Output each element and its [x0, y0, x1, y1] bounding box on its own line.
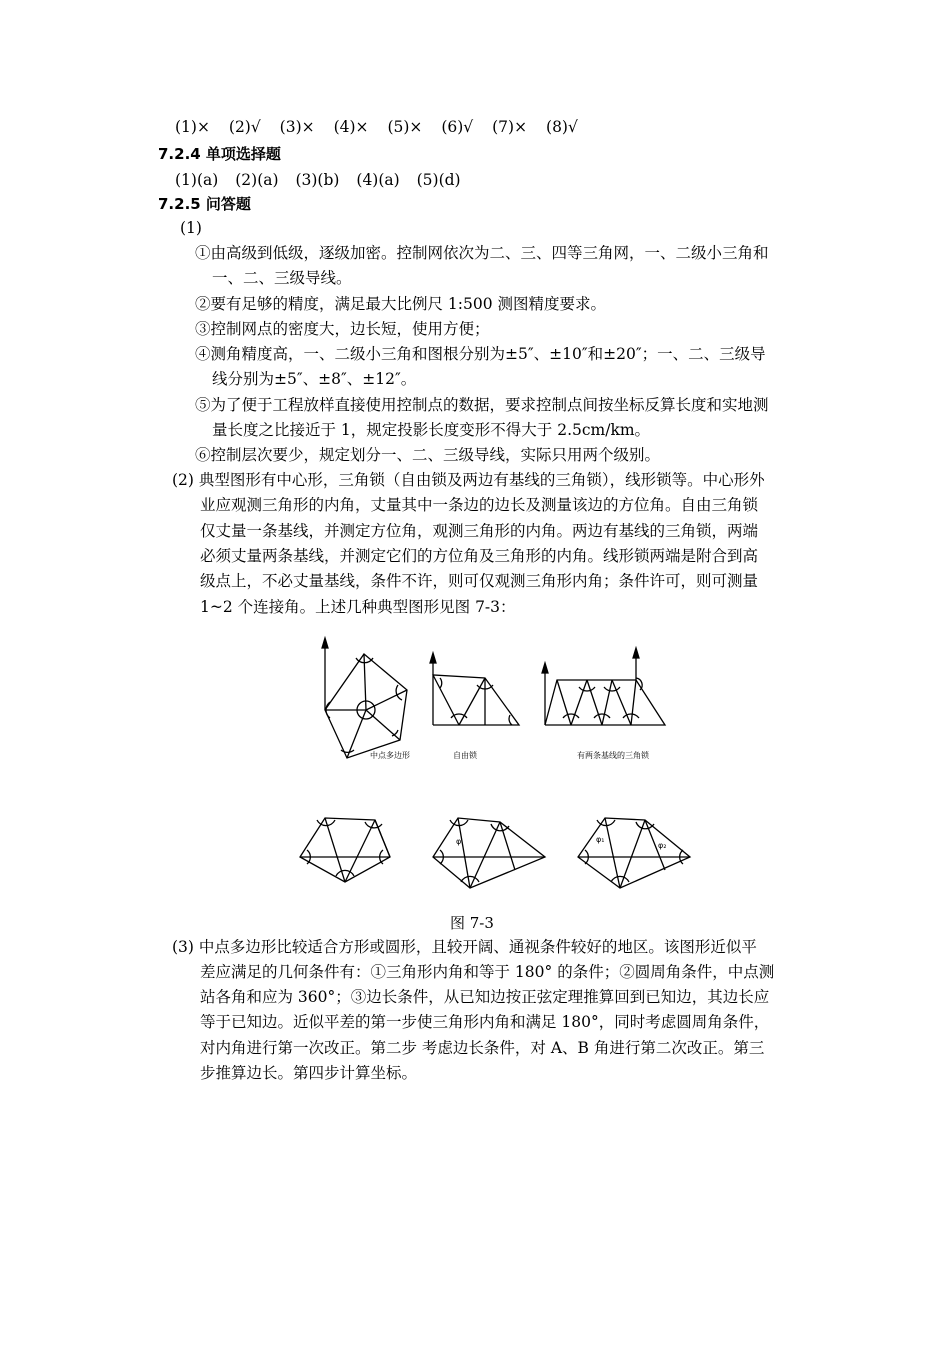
figure-label: 中点多边形: [370, 751, 410, 760]
choice-answer: (3)(b): [295, 171, 340, 189]
q1-line: ⑥控制层次要少，规定划分一、二、三级导线，实际只用两个级别。: [195, 446, 661, 464]
q1-line: 一、二、三级导线。: [212, 269, 352, 287]
linear-chain-figure-3: [578, 818, 690, 888]
choice-answer: (2)(a): [235, 171, 279, 189]
q2-line: 业应观测三角形的内角，丈量其中一条边的边长及测量该边的方位角。自由三角锁: [200, 496, 759, 514]
judge-answers-line: [175, 117, 592, 137]
figure-label: 有两条基线的三角锁: [577, 751, 649, 760]
judge-answer: (5)×: [387, 118, 423, 136]
section-heading-724: 7.2.4 单项选择题: [158, 145, 281, 163]
figure-7-3: [280, 630, 720, 900]
q2-line: (2) 典型图形有中心形，三角锁（自由锁及两边有基线的三角锁），线形锁等。中心形外: [172, 471, 765, 489]
choice-answer: (4)(a): [356, 171, 400, 189]
q1-line: ②要有足够的精度，满足最大比例尺 1:500 测图精度要求。: [195, 295, 607, 313]
q2-line: 级点上，不必丈量基线，条件不许，则可仅观测三角形内角；条件许可，则可测量: [200, 572, 759, 590]
section-heading-725: 7.2.5 问答题: [158, 195, 251, 213]
q3-line: 差应满足的几何条件有：①三角形内角和等于 180° 的条件；②圆周角条件，中点测: [200, 963, 775, 981]
q3-line: 对内角进行第一次改正。第二步 考虑边长条件，对 A、B 角进行第二次改正。第三: [200, 1039, 765, 1057]
q3-line: 等于已知边。近似平差的第一步使三角形内角和满足 180°，同时考虑圆周角条件，: [200, 1013, 770, 1031]
figure-label: 自由锁: [453, 751, 477, 760]
central-polygon-figure: [322, 638, 407, 758]
two-baseline-chain-figure: [542, 648, 665, 725]
q1-line: ①由高级到低级，逐级加密。控制网依次为二、三、四等三角网，一、二级小三角和: [195, 244, 769, 262]
q2-line: 仅丈量一条基线，并测定方位角，观测三角形的内角。两边有基线的三角锁，两端: [200, 522, 759, 540]
angle-symbol: φ: [456, 837, 462, 846]
choice-answers-line: [175, 170, 473, 190]
q1-line: 量长度之比接近于 1，规定投影长度变形不得大于 2.5cm/km。: [212, 421, 651, 439]
q3-line: (3) 中点多边形比较适合方形或圆形，且较开阔、通视条件较好的地区。该图形近似平: [172, 938, 757, 956]
figure-caption: 图 7-3: [450, 914, 494, 932]
free-chain-figure: [430, 653, 519, 725]
q3-line: 步推算边长。第四步计算坐标。: [200, 1064, 418, 1082]
judge-answer: (1)×: [175, 118, 210, 136]
q2-line: 必须丈量两条基线，并测定它们的方位角及三角形的内角。线形锁两端是附合到高: [200, 547, 759, 565]
q1-label: (1): [180, 219, 202, 237]
judge-answer: (8)√: [546, 118, 578, 136]
judge-answer: (2)√: [228, 118, 261, 136]
choice-answer: (5)(d): [416, 171, 461, 189]
q1-line: ③控制网点的密度大，边长短，使用方便；: [195, 320, 490, 338]
angle-symbol: φ₂: [658, 841, 667, 850]
q3-line: 站各角和应为 360°；③边长条件，从已知边按正弦定理推算回到已知边，其边长应: [200, 988, 770, 1006]
q2-line: 1~2 个连接角。上述几种典型图形见图 7-3：: [200, 598, 516, 616]
choice-answer: (1)(a): [175, 171, 219, 189]
q1-line: ⑤为了便于工程放样直接使用控制点的数据，要求控制点间按坐标反算长度和实地测: [195, 396, 769, 414]
judge-answer: (4)×: [333, 118, 369, 136]
judge-answer: (6)√: [441, 118, 474, 136]
linear-chain-figure-2: [433, 818, 545, 888]
judge-answer: (7)×: [492, 118, 528, 136]
q1-line: 线分别为±5″、±8″、±12″。: [212, 370, 417, 388]
judge-answer: (3)×: [279, 118, 315, 136]
angle-symbol: φ₁: [596, 835, 605, 844]
linear-chain-figure-1: [300, 818, 390, 882]
q1-line: ④测角精度高，一、二级小三角和图根分别为±5″、±10″和±20″；一、二、三级导: [195, 345, 766, 363]
